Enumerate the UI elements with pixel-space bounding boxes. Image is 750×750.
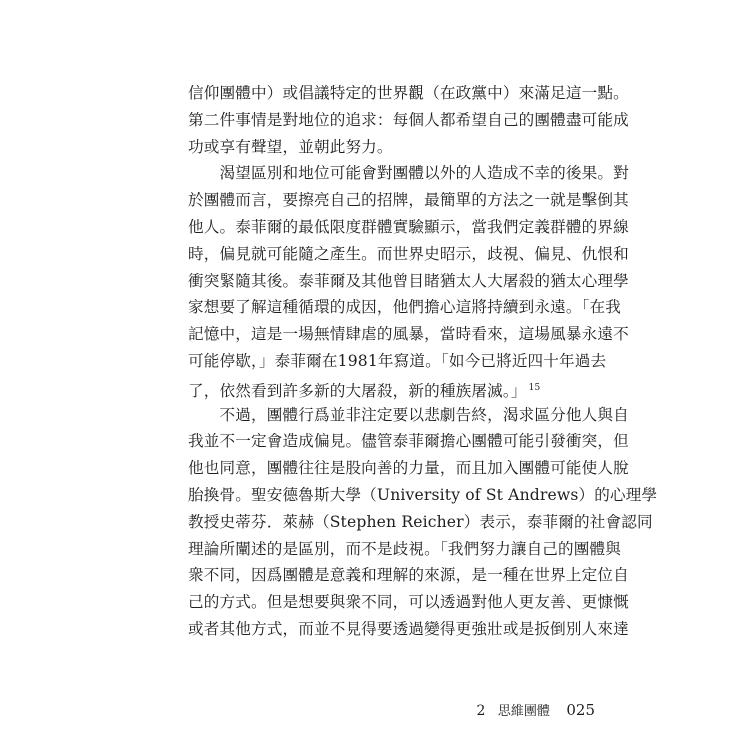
- text-line: 他人。泰菲爾的最低限度群體實驗顯示，當我們定義群體的界線: [188, 217, 629, 236]
- text-line: 他也同意，團體往往是股向善的力量，而且加入團體可能使人脫: [188, 459, 629, 478]
- page-number: 025: [566, 701, 595, 719]
- text-line: 教授史蒂芬．萊赫（Stephen Reicher）表示，泰菲爾的社會認同: [188, 512, 653, 531]
- text-line: 時，偏見就可能隨之產生。而世界史昭示，歧視、偏見、仇恨和: [188, 244, 629, 263]
- text-line: 信仰團體中）或倡議特定的世界觀（在政黨中）來滿足這一點。: [188, 84, 629, 102]
- text-line: 理論所闡述的是區別，而不是歧視。「我們努力讓自己的團體與: [188, 539, 622, 558]
- footnote-marker[interactable]: 15: [528, 382, 541, 393]
- text-line: 胎換骨。聖安德魯斯大學（University of St Andrews）的心理學: [188, 485, 658, 504]
- text-line: 我並不一定會造成偏見。儘管泰菲爾擔心團體可能引發衝突，但: [188, 432, 629, 451]
- text-line: 於團體而言，要擦亮自己的招牌，最簡單的方法之一就是擊倒其: [188, 191, 629, 210]
- text-line: 功或享有聲望，並朝此努力。: [188, 137, 393, 156]
- text-line-with-footnote: [188, 375, 583, 402]
- text-line: 記憶中，這是一場無情肆虐的風暴，當時看來，這場風暴永遠不: [188, 325, 629, 344]
- text-line: 或者其他方式，而並不見得要透過變得更強壯或是扳倒別人來達: [188, 619, 629, 638]
- text-line: 第二件事情是對地位的追求：每個人都希望自己的團體盡可能成: [188, 110, 629, 129]
- text-line: 家想要了解這種循環的成因，他們擔心這將持續到永遠。「在我: [188, 298, 622, 317]
- chapter-title: 思維團體: [497, 704, 550, 719]
- text-line: 不過，團體行爲並非注定要以悲劇告終，渴求區分他人與自: [188, 405, 629, 424]
- text-line: 渴望區別和地位可能會對團體以外的人造成不幸的後果。對: [188, 164, 629, 183]
- text-line: 可能停歇，」泰菲爾在1981年寫道。「如今已將近四十年過去: [188, 351, 607, 370]
- text-line: 己的方式。但是想要與衆不同，可以透過對他人更友善、更慷慨: [188, 593, 629, 612]
- text-line: 衝突緊隨其後。泰菲爾及其他曾目睹猶太人大屠殺的猶太心理學: [188, 271, 629, 290]
- text-line: 衆不同，因爲團體是意義和理解的來源，是一種在世界上定位自: [188, 566, 629, 585]
- chapter-number: 2: [476, 703, 486, 719]
- text-line-content: 了，依然看到許多新的大屠殺，新的種族屠滅。」: [188, 381, 527, 400]
- body-text: [188, 80, 658, 643]
- page-footer: [477, 700, 595, 719]
